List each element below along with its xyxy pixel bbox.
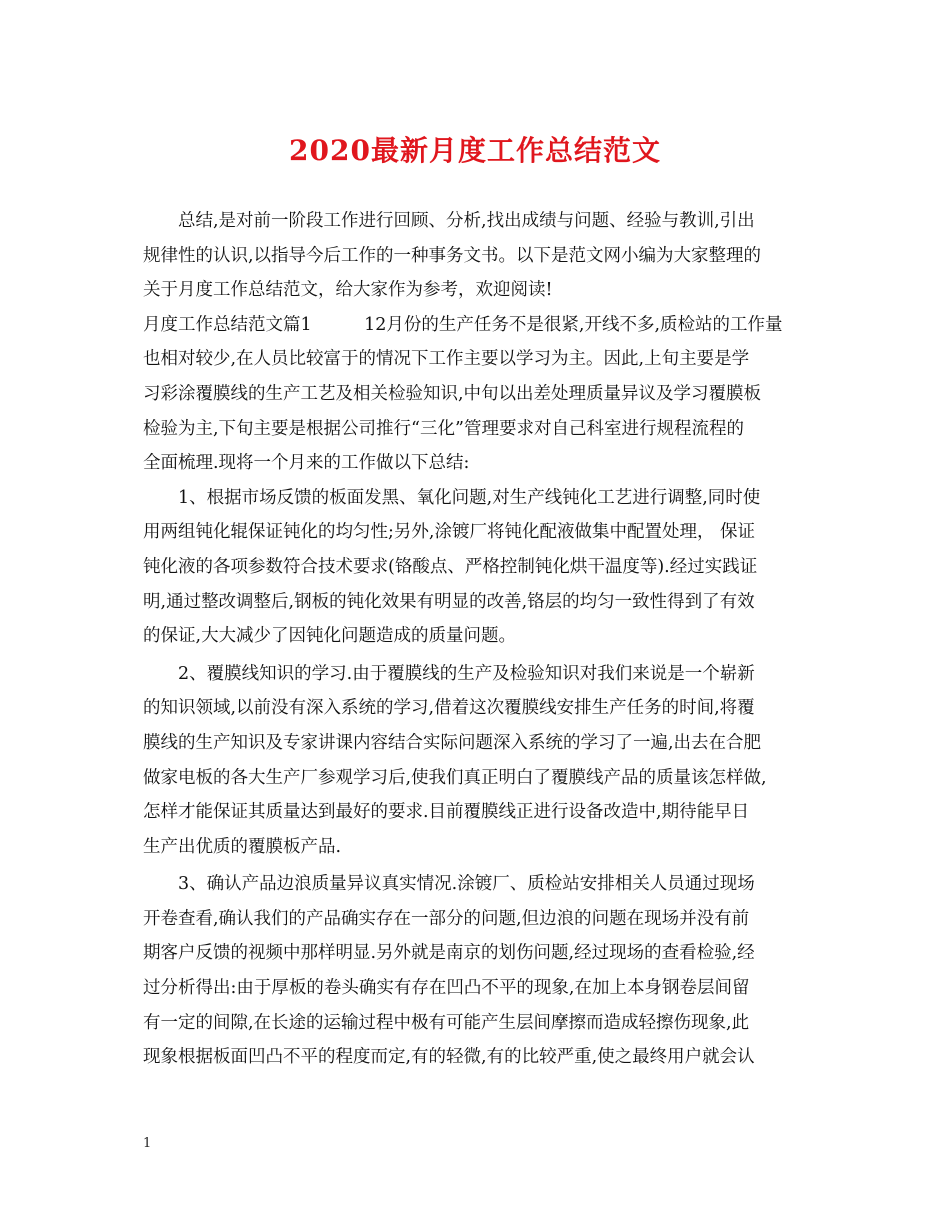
body-line: 月度工作总结范文篇1 12月份的生产任务不是很紧,开线不多,质检站的工作量: [143, 314, 783, 335]
body-line: 习彩涂覆膜线的生产工艺及相关检验知识,中旬以出差处理质量异议及学习覆膜板: [143, 383, 762, 404]
body-line: 检验为主,下旬主要是根据公司推行“三化”管理要求对自己科室进行规程流程的: [143, 418, 744, 439]
body-line: 的保证,大大减少了因钝化问题造成的质量问题。: [143, 626, 517, 647]
body-line: 期客户反馈的视频中那样明显.另外就是南京的划伤问题,经过现场的查看检验,经: [143, 943, 755, 964]
body-line: 钝化液的各项参数符合技术要求(铬酸点、严格控制钝化烘干温度等).经过实践证: [143, 556, 758, 577]
page-number: 1: [143, 1136, 152, 1151]
body-line: 现象根据板面凹凸不平的程度而定,有的轻微,有的比较严重,使之最终用户就会认: [143, 1047, 755, 1068]
body-line: 做家电板的各大生产厂参观学习后,使我们真正明白了覆膜线产品的质量该怎样做,: [143, 767, 767, 788]
body-line: 3、确认产品边浪质量异议真实情况.涂镀厂、质检站安排相关人员通过现场: [143, 874, 755, 895]
body-line: 开卷查看,确认我们的产品确实存在一部分的问题,但边浪的问题在现场并没有前: [143, 908, 750, 929]
body-line: 也相对较少,在人员比较富于的情况下工作主要以学习为主。因此,上旬主要是学: [143, 349, 750, 370]
body-line: 1、根据市场反馈的板面发黑、氧化问题,对生产线钝化工艺进行调整,同时使: [143, 487, 761, 508]
body-line: 明,通过整改调整后,钢板的钝化效果有明显的改善,铬层的均匀一致性得到了有效: [143, 591, 755, 612]
body-line: 的知识领域,以前没有深入系统的学习,借着这次覆膜线安排生产任务的时间,将覆: [143, 698, 755, 719]
body-line: 有一定的间隙,在长途的运输过程中极有可能产生层间摩擦而造成轻擦伤现象,此: [143, 1012, 750, 1033]
document-body: [143, 204, 809, 1075]
body-line: 规律性的认识,以指导今后工作的一种事务文书。以下是范文网小编为大家整理的: [143, 245, 762, 266]
body-line: 总结,是对前一阶段工作进行回顾、分析,找出成绩与问题、经验与教训,引出: [143, 211, 755, 231]
body-line: 关于月度工作总结范文，给大家作为参考，欢迎阅读!: [143, 280, 553, 301]
body-line: 怎样才能保证其质量达到最好的要求.目前覆膜线正进行设备改造中,期待能早日: [143, 802, 750, 823]
body-line: 全面梳理.现将一个月来的工作做以下总结:: [143, 453, 470, 474]
document-title: 2020最新月度工作总结范文: [289, 134, 661, 167]
body-line: 用两组钝化辊保证钝化的均匀性;另外,涂镀厂将钝化配液做集中配置处理， 保证: [143, 522, 756, 543]
body-line: 生产出优质的覆膜板产品.: [143, 836, 342, 857]
body-line: 2、覆膜线知识的学习.由于覆膜线的生产及检验知识对我们来说是一个崭新: [143, 663, 755, 684]
body-line: 过分析得出:由于厚板的卷头确实有存在凹凸不平的现象,在加上本身钢卷层间留: [143, 978, 750, 999]
body-line: 膜线的生产知识及专家讲课内容结合实际问题深入系统的学习了一遍,出去在合肥: [143, 732, 762, 753]
